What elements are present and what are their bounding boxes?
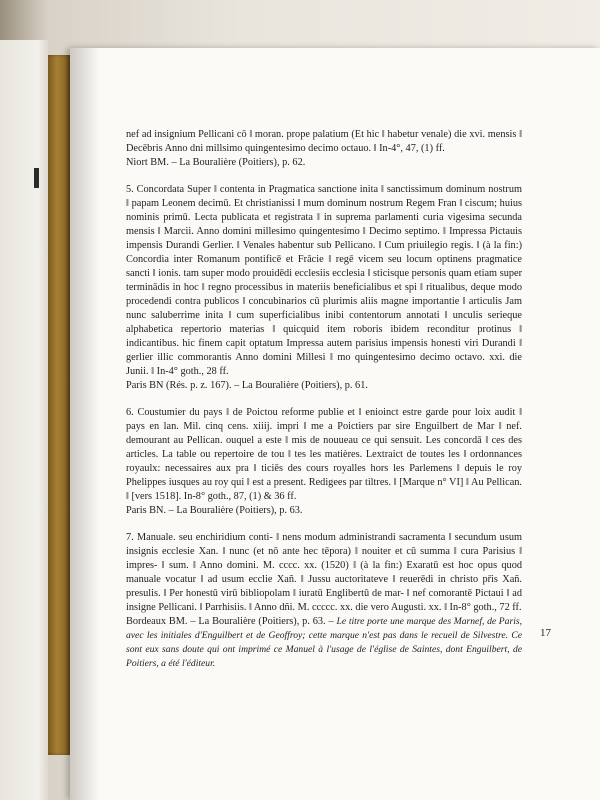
entry-reference: Paris BN (Rés. p. z. 167). – La Bouralière (Poitiers), p. 61. [126, 380, 368, 391]
entry-body: 5. Concordata Super ‖ contenta in Pragmatica sanctione inita ‖ sanctissimum dominum nostrum ‖ papam Leonem decimū. Et christianissi ‖ mum dominum nostrum Regem Fran ‖ ciscum; huius nominis primū. Lecta publicata et registrata ‖ in suprema parlamenti curia vigesima secunda mensis ‖ Marcii. Anno domini millesimo quingentesimo ‖ Decimo septimo. ‖ Impressa Pictauis impensis Durandi Gerlier. ‖ Venales habentur sub Pellicano. ‖ Cum priuilegio regis. ‖ (à la fin:) Concordia inter Romanum pontificē et Frācie ‖ regē vicem seu locum optinens pragmatice sancti ‖ ionis. tam super modo prouidēdi ecclesiis ecclesia ‖ sticisque personis quam etiam super terminādis in hoc ‖ regno processibus in materiis beneficialibus et spi ‖ ritualibus, deque modo procedendi contra publicos ‖ concubinarios cū plurimis aliis magne importantie ‖ articulis Jam nunc saluberrime inita ‖ cum superficialibus inibi contentorum annotati ‖ unculis serieque alphabetica repertorio materias ‖ quicquid item roboris ibidem reconditur protinus ‖ indicantibus. hic finem capit optatum Impressa autem parisius impensis honesti viri Durandi ‖ gerlier illic commorantis Anno domini Millesi ‖ mo quingentesimo decimo octavo. xxi. die Junii. ‖ In-4° goth., 28 ff. [126, 184, 522, 377]
gutter-shadow [70, 48, 100, 800]
entry-reference [126, 615, 522, 671]
entry-body: nef ad insignium Pellicani cō ‖ moran. prope palatium (Et hic ‖ habetur venale) die xvi. mensis ‖ Decēbris Anno dni millsimo quingentesimo decimo octauo. ‖ In-4°, 47, (1) ff. [126, 129, 522, 154]
entry-note: Le titre porte une marque des Marnef, de Paris, avec les initiales d'Enguilbert et de Geoffroy; cette marque n'est pas dans le recueil de Silvestre. Ce sont eux sans doute qui ont imprimé ce Manuel à l'usage de l'église de Saintes, dont Enguilbert, de Poitiers, a été l'éditeur. [126, 616, 522, 669]
page-mark [34, 168, 39, 188]
entry-6 [126, 406, 522, 518]
entry-7 [126, 531, 522, 671]
entry-continued [126, 128, 522, 170]
entry-5 [126, 183, 522, 393]
book-page [70, 48, 600, 800]
entry-body: 7. Manuale. seu enchiridium conti- ‖ nens modum administrandi sacramenta ‖ secundum usum insignis ecclesie Xan. ‖ nunc (et nō ante hec tēpora) ‖ nouiter et cū summa ‖ cura Parisius ‖ impres- ‖ sum. ‖ Anno domini. M. cccc. xx. (1520) ‖ (à la fin:) Exaratū est hoc opus quod manuale vocatur ‖ ad usum ecclie Xañ. ‖ Jussu auctoritateve ‖ reuerēdi in christo pr̄is Xañ. presulis. ‖ Per honestū virū bibliopolam ‖ iuratū Englibertū de mar- ‖ nef comorantē Pictaui ‖ ad insigne Pellicani. ‖ Parrhisiis. ‖ Anno dñi. M. ccccc. xx. die vero Augusti. xx. ‖ In-8° goth., 72 ff. [126, 532, 522, 613]
entry-reference: Paris BN. – La Bouralière (Poitiers), p. 63. [126, 505, 303, 516]
entry-reference-text: Bordeaux BM. – La Bouralière (Poitiers), p. 63. – [126, 616, 334, 627]
entry-body: 6. Coustumier du pays ‖ de Poictou reforme publie et ‖ enioinct estre garde pour loix audit ‖ pays en lan. Mil. cinq cens. xiiij. impri ‖ me a Poictiers par sire Enguilbert de Mar ‖ nef. demourant au Pellican. ouquel a este ‖ mis de nouueau ce qui sensuit. Les concordā ‖ ces des articles. La table ou repertoire de tou ‖ tes les matières. Lextraict de toutes les ‖ ordonnances royaulx: necessaires aux pra ‖ ticiēs des cours royalles hors les Parlemens ‖ depuis le roy Phelippes iusques au roy qui ‖ est a present. Redigees par tiltres. ‖ [Marque n° VI] ‖ Au Pellican. ‖ [vers 1518]. In-8° goth., 87, (1) & 36 ff. [126, 407, 522, 502]
gilded-page-edge [48, 55, 70, 755]
facing-page-edge [0, 40, 48, 800]
entry-reference: Niort BM. – La Bouralière (Poitiers), p. 62. [126, 157, 306, 168]
text-block [126, 128, 522, 684]
page-number: 17 [540, 627, 551, 639]
